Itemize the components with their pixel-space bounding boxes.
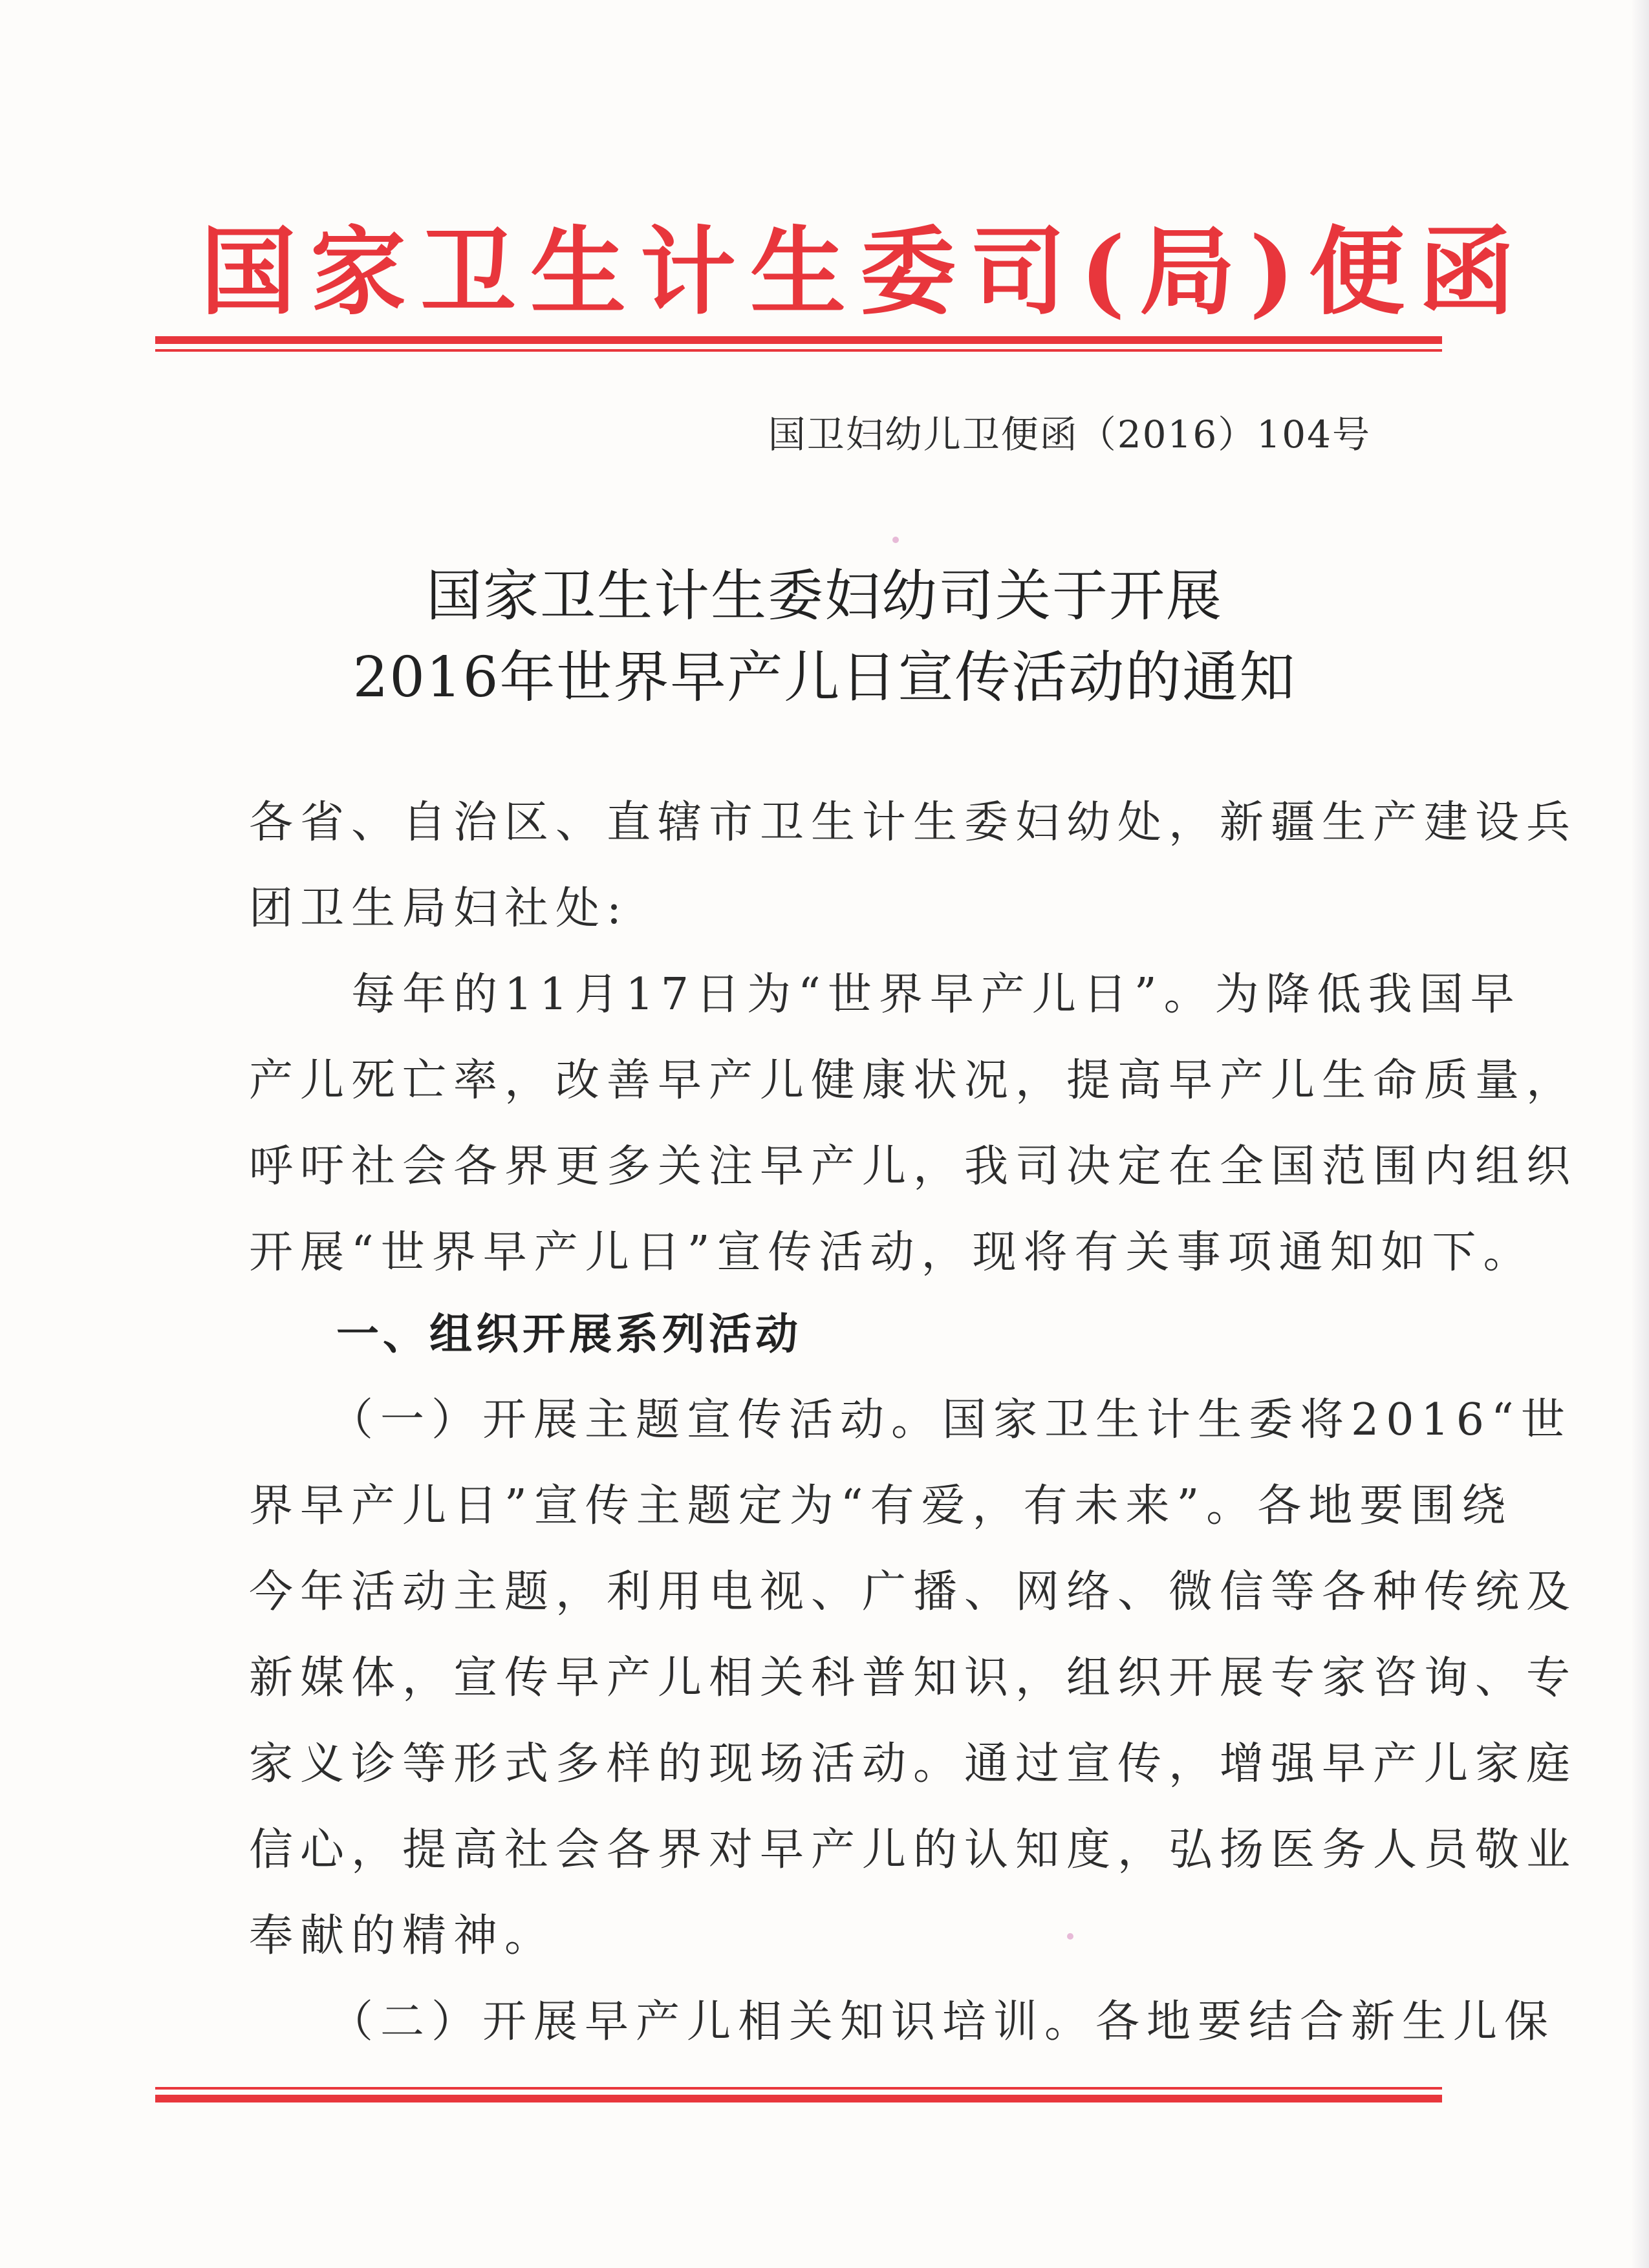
paragraph-2-line-6: 信心，提高社会各界对早产儿的认知度，弘扬医务人员敬业 <box>249 1824 1578 1876</box>
paragraph-1-line-1: 每年的11月17日为“世界早产儿日”。为降低我国早 <box>249 969 1522 1020</box>
letterhead-title: 国家卫生计生委司(局)便函 <box>200 215 1529 328</box>
paragraph-1-line-4: 开展“世界早产儿日”宣传活动，现将有关事项通知如下。 <box>249 1227 1535 1278</box>
notice-title-line-1: 国家卫生计生委妇幼司关于开展 <box>426 564 1223 628</box>
footer-rule-thin <box>155 2087 1442 2090</box>
paragraph-1-line-2: 产儿死亡率，改善早产儿健康状况，提高早产儿生命质量， <box>249 1055 1578 1106</box>
scan-speck <box>1067 1933 1073 1940</box>
notice-title-line-2: 2016年世界早产儿日宣传活动的通知 <box>352 645 1297 710</box>
letterhead-rule-thick <box>155 336 1442 344</box>
paragraph-2-line-5: 家义诊等形式多样的现场活动。通过宣传，增强早产儿家庭 <box>249 1738 1578 1790</box>
paragraph-2-line-4: 新媒体，宣传早产儿相关科普知识，组织开展专家咨询、专 <box>249 1653 1578 1704</box>
letterhead-rule-thin <box>155 349 1442 352</box>
document-number: 国卫妇幼儿卫便函（2016）104号 <box>768 412 1371 456</box>
addressee-line-2: 团卫生局妇社处: <box>249 883 629 934</box>
paragraph-2-line-7: 奉献的精神。 <box>249 1910 556 1962</box>
addressee-line-1: 各省、自治区、直辖市卫生计生委妇幼处，新疆生产建设兵 <box>249 797 1578 848</box>
paragraph-1-line-3: 呼吁社会各界更多关注早产儿，我司决定在全国范围内组织 <box>249 1141 1578 1192</box>
scan-speck <box>892 537 899 543</box>
paragraph-3-line-1: （二）开展早产儿相关知识培训。各地要结合新生儿保 <box>249 1996 1556 2048</box>
section-1-heading: 一、组织开展系列活动 <box>336 1309 802 1359</box>
paragraph-2-line-3: 今年活动主题，利用电视、广播、网络、微信等各种传统及 <box>249 1567 1578 1618</box>
scan-edge-shadow <box>1631 0 1649 2268</box>
paragraph-2-line-1: （一）开展主题宣传活动。国家卫生计生委将2016“世 <box>249 1395 1572 1446</box>
footer-rule-thick <box>155 2095 1442 2102</box>
paragraph-2-line-2: 界早产儿日”宣传主题定为“有爱，有未来”。各地要围绕 <box>249 1481 1513 1532</box>
